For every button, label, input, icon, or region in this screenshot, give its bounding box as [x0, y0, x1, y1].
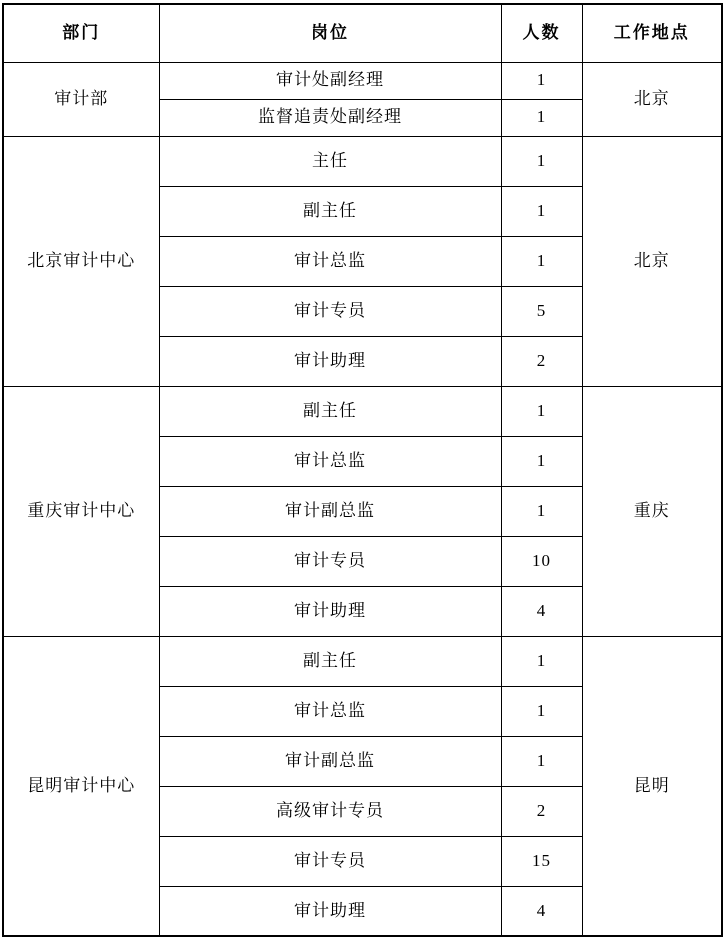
- position-cell: 审计副总监: [159, 736, 501, 786]
- position-cell: 主任: [159, 136, 501, 186]
- headcount-cell: 4: [501, 886, 582, 936]
- headcount-cell: 1: [501, 62, 582, 99]
- headcount-cell: 2: [501, 336, 582, 386]
- header-location: 工作地点: [582, 4, 722, 62]
- headcount-cell: 15: [501, 836, 582, 886]
- position-cell: 审计处副经理: [159, 62, 501, 99]
- headcount-cell: 1: [501, 136, 582, 186]
- headcount-cell: 1: [501, 686, 582, 736]
- headcount-cell: 1: [501, 636, 582, 686]
- headcount-cell: 5: [501, 286, 582, 336]
- department-cell: 审计部: [3, 62, 159, 136]
- position-cell: 副主任: [159, 636, 501, 686]
- header-department: 部门: [3, 4, 159, 62]
- department-cell: 北京审计中心: [3, 136, 159, 386]
- position-cell: 审计总监: [159, 436, 501, 486]
- location-cell: 北京: [582, 62, 722, 136]
- position-cell: 审计总监: [159, 686, 501, 736]
- position-cell: 审计助理: [159, 336, 501, 386]
- location-cell: 昆明: [582, 636, 722, 936]
- position-cell: 副主任: [159, 386, 501, 436]
- table-row: [3, 62, 722, 99]
- headcount-cell: 2: [501, 786, 582, 836]
- table-row: [3, 386, 722, 436]
- headcount-cell: 10: [501, 536, 582, 586]
- position-cell: 审计专员: [159, 536, 501, 586]
- position-cell: 审计总监: [159, 236, 501, 286]
- headcount-cell: 1: [501, 236, 582, 286]
- department-cell: 昆明审计中心: [3, 636, 159, 936]
- header-position: 岗位: [159, 4, 501, 62]
- location-cell: 重庆: [582, 386, 722, 636]
- headcount-cell: 1: [501, 99, 582, 136]
- table-row: [3, 636, 722, 686]
- position-cell: 高级审计专员: [159, 786, 501, 836]
- headcount-cell: 1: [501, 436, 582, 486]
- position-cell: 副主任: [159, 186, 501, 236]
- position-cell: 审计助理: [159, 886, 501, 936]
- position-cell: 审计专员: [159, 286, 501, 336]
- headcount-cell: 1: [501, 486, 582, 536]
- table-body: [3, 62, 722, 936]
- headcount-cell: 1: [501, 386, 582, 436]
- recruitment-table: [2, 3, 723, 937]
- header-row: [3, 4, 722, 62]
- headcount-cell: 1: [501, 186, 582, 236]
- department-cell: 重庆审计中心: [3, 386, 159, 636]
- position-cell: 审计助理: [159, 586, 501, 636]
- position-cell: 审计专员: [159, 836, 501, 886]
- position-cell: 监督追责处副经理: [159, 99, 501, 136]
- headcount-cell: 1: [501, 736, 582, 786]
- headcount-cell: 4: [501, 586, 582, 636]
- header-headcount: 人数: [501, 4, 582, 62]
- position-cell: 审计副总监: [159, 486, 501, 536]
- table-row: [3, 136, 722, 186]
- location-cell: 北京: [582, 136, 722, 386]
